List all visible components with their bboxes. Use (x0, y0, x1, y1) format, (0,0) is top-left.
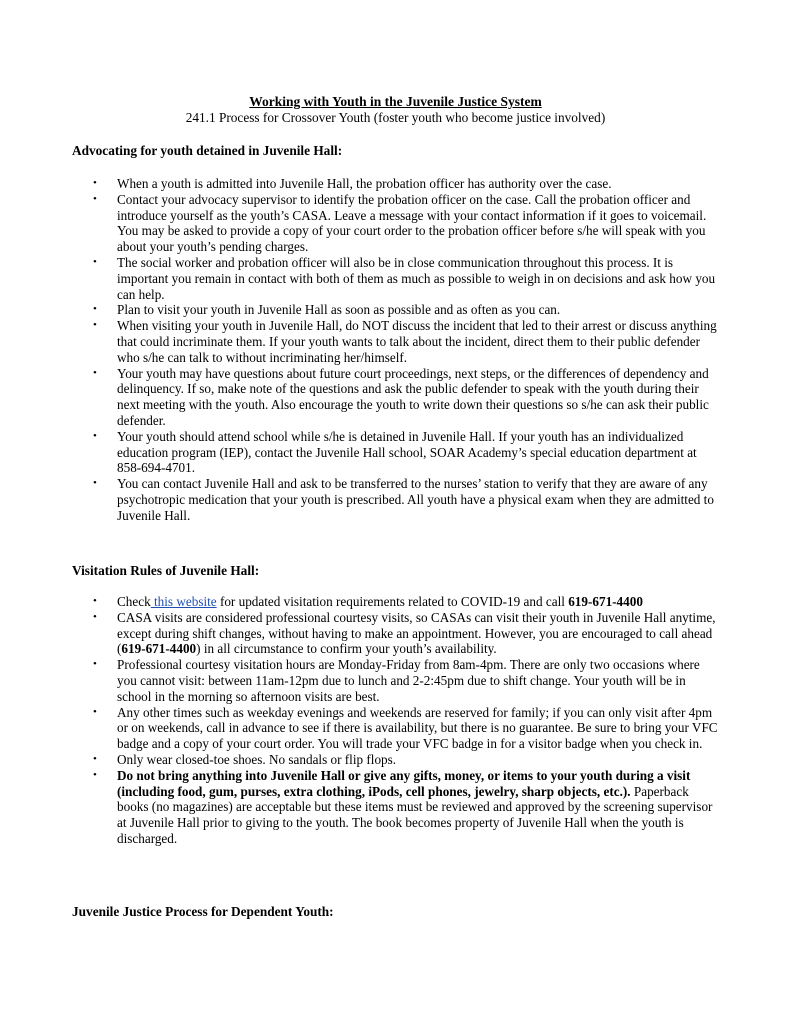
list-item: • When a youth is admitted into Juvenile Hall, the probation officer has authority over the case. (93, 176, 612, 191)
phone-number: 619-671-4400 (121, 641, 197, 657)
list-item: • Any other times such as weekday evenings and weekends are reserved for family; if you can only visit after 4pm or on weekends, call in advance to see if there is availability, but there is no guarantee. Be sure to bring your VFC badge and a copy of your court order. You will trade your VFC badge in for a visitor badge when you check in. (93, 704, 718, 752)
list-item: • You can contact Juvenile Hall and ask to be transferred to the nurses’ station to verify that they are aware of any psychotropic medication that your youth is prescribed. All youth have a physical exam when they are admitted to Juvenile Hall. (93, 476, 714, 523)
section-heading-advocating: Advocating for youth detained in Juvenile Hall: (72, 143, 343, 158)
list-item: • Contact your advocacy supervisor to identify the probation officer on the case. Call the probation officer and introduce yourself as the youth’s CASA. Leave a message with your contact information if it goes to voicemail. You may be asked to provide a copy of your court order to the probation officer before s/he will speak with you about your youth’s pending charges. (93, 191, 707, 255)
bullet-icon: • (93, 255, 97, 268)
list-item: • Only wear closed-toe shoes. No sandals or flip flops. (93, 751, 397, 767)
bullet-icon: • (93, 192, 97, 205)
list-item: • When visiting your youth in Juvenile Hall, do NOT discuss the incident that led to their arrest or discuss anything that could incriminate them. If your youth wants to talk about the incident, direct them to their public defender who s/he can talk to without incriminating her/himself. (93, 318, 717, 365)
bullet-icon: • (93, 595, 97, 607)
section-heading-visitation: Visitation Rules of Juvenile Hall: (72, 563, 260, 578)
warning-text: Do not bring anything into Juvenile Hall or give any gifts, money, or items to your youth during a visit (including food, gum, purses, extra clothing, iPods, cell phones, jewelry, sharp objects, etc.). (117, 767, 691, 799)
bullet-icon: • (93, 319, 97, 332)
phone-number: 619-671-4400 (568, 594, 643, 609)
visitation-list (72, 594, 722, 847)
bullet-icon: • (93, 610, 97, 623)
section-heading-process: Juvenile Justice Process for Dependent Youth: (72, 904, 334, 919)
bullet-icon: • (93, 366, 97, 379)
list-item: • Check this website for updated visitation requirements related to COVID-19 and call 619-671-4400 (93, 594, 643, 609)
document-subtitle: 241.1 Process for Crossover Youth (foster youth who become justice involved) (185, 110, 606, 125)
advocating-list (72, 176, 722, 524)
bullet-icon: • (93, 752, 97, 765)
list-item: • CASA visits are considered professional courtesy visits, so CASAs can visit their youth in Juvenile Hall anytime, except during shift changes, without having to make an appointment. However, you are encouraged to call ahead (619-671-4400) in all circumstance to confirm your youth’s availability. (93, 609, 716, 657)
list-item: • The social worker and probation officer will also be in close communication throughout this process. It is important you remain in contact with both of them as much as possible to weigh in on decisions and ask how you can help. (93, 254, 716, 302)
bullet-icon: • (93, 658, 97, 671)
website-link[interactable]: this website (150, 594, 217, 609)
list-item: • Plan to visit your youth in Juvenile Hall as soon as possible and as often as you can. (93, 302, 561, 318)
bullet-icon: • (93, 477, 97, 490)
bullet-icon: • (93, 303, 97, 316)
list-item: • Professional courtesy visitation hours are Monday-Friday from 8am-4pm. There are only two occasions where you cannot visit: between 11am-12pm due to lunch and 2-2:45pm due to shift change. Your youth will be in school in the morning so afternoon visits are best. (93, 657, 700, 704)
bullet-icon: • (93, 705, 97, 718)
list-item: • Do not bring anything into Juvenile Hall or give any gifts, money, or items to your youth during a visit (including food, gum, purses, extra clothing, iPods, cell phones, jewelry, sharp objects, etc.). Paperback books (no magazines) are acceptable but these items must be reviewed and approved by the screening supervisor at Juvenile Hall prior to giving to the youth. The book becomes property of Juvenile Hall when the youth is discharged. (93, 767, 713, 846)
list-item: • Your youth may have questions about future court proceedings, next steps, or the differences of dependency and delinquency. If so, make note of the questions and ask the public defender to speak with the youth during their next meeting with the youth. Also encourage the youth to write down their questions so s/he can ask their public defender. (93, 365, 709, 428)
document-title: Working with Youth in the Juvenile Justice System (249, 94, 542, 109)
bullet-icon: • (93, 768, 97, 781)
bullet-icon: • (93, 429, 97, 442)
list-item: • Your youth should attend school while s/he is detained in Juvenile Hall. If your youth has an individualized education program (IEP), contact the Juvenile Hall school, SOAR Academy’s special education department at 858-694-4701. (93, 428, 697, 476)
bullet-icon: • (93, 177, 97, 189)
